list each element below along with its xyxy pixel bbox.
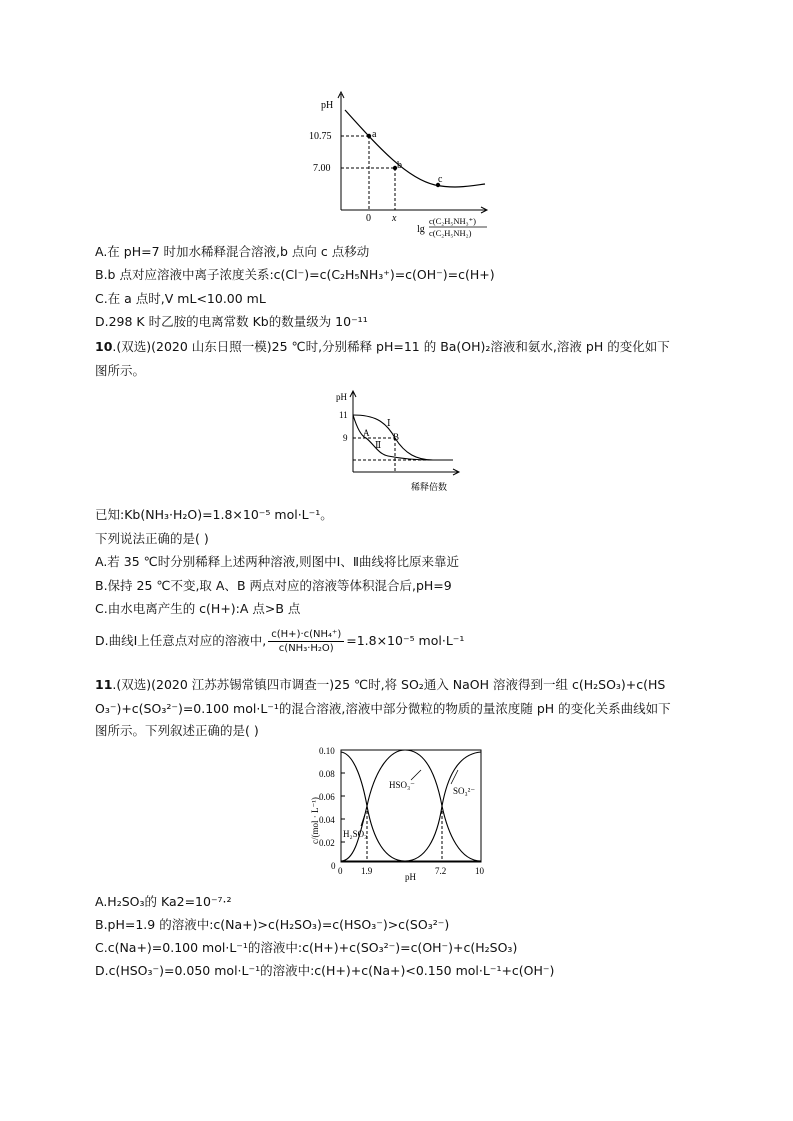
ph-curve [345,110,485,187]
q10-option-b: B.保持 25 ℃不变,取 A、B 两点对应的溶液等体积混合后,pH=9 [95,578,452,593]
label-c: c [438,174,443,185]
label-b: b [397,160,402,171]
figure-ph-vs-lg-ratio [305,88,495,238]
curve-hso3 [341,750,481,861]
x-tick-72: 7.2 [435,866,447,876]
q9-option-b: B.b 点对应溶液中离子浓度关系:c(Cl⁻)=c(C₂H₅NH₃⁺)=c(OH⁻)=c(H+) [95,267,495,282]
figure-dilution-curves [333,388,463,498]
q10-stem-line1: 10.(双选)(2020 山东日照一模)25 ℃时,分别稀释 pH=11 的 Ba(OH)₂溶液和氨水,溶液 pH 的变化如下 [95,339,670,354]
y-tick-0: 0 [331,861,336,871]
label-A: A [363,428,370,438]
q9-option-a: A.在 pH=7 时加水稀释混合溶液,b 点向 c 点移动 [95,244,370,259]
x-axis-label: pH [405,872,416,882]
x-label-denominator: c(C₂H₅NH₂) [429,228,472,238]
x-label-numerator: c(C₂H₅NH₃⁺) [429,216,476,226]
q10-known: 已知:Kb(NH₃·H₂O)=1.8×10⁻⁵ mol·L⁻¹。 [95,507,333,522]
label-h2so3: H₂SO₃ [343,829,368,839]
y-tick-11: 11 [339,410,348,420]
y-tick-9: 9 [343,433,348,443]
y-tick-008: 0.08 [319,769,335,779]
q11-option-d: D.c(HSO₃⁻)=0.050 mol·L⁻¹的溶液中:c(H+)+c(Na+)<0.150 mol·L⁻¹+c(OH⁻) [95,963,555,978]
y-tick-1075: 10.75 [309,131,332,142]
q11-option-c: C.c(Na+)=0.100 mol·L⁻¹的溶液中:c(H+)+c(SO₃²⁻)=c(OH⁻)+c(H₂SO₃) [95,940,518,955]
q10-option-c: C.由水电离产生的 c(H+):A 点>B 点 [95,601,301,616]
x-label-lg: lg [417,224,425,235]
x-tick-0: 0 [338,866,343,876]
x-tick-x: x [392,213,397,224]
q11-stem-line3: 图所示。下列叙述正确的是( ) [95,723,259,738]
q11-number: 11 [95,677,113,692]
label-B: B [393,432,400,442]
q10-option-a: A.若 35 ℃时分别稀释上述两种溶液,则图中Ⅰ、Ⅱ曲线将比原来靠近 [95,554,460,569]
q10-stem-line2: 图所示。 [95,363,146,378]
x-tick-0: 0 [366,213,371,224]
q10-option-d: D.曲线Ⅰ上任意点对应的溶液中, $\frac{\text{c(H+)·c(NH₄⁺)}}{\text{c(NH₃·H₂O)}}$ =1.8×10⁻⁵ mol·L⁻¹ [95,629,465,654]
point-a [367,134,371,138]
curve-so3 [341,752,481,861]
q11-stem-line2: O₃⁻)+c(SO₃²⁻)=0.100 mol·L⁻¹的混合溶液,溶液中部分微粒的物质的量浓度随 pH 的变化关系曲线如下 [95,701,671,716]
label-hso3: HSO₃⁻ [389,780,415,790]
y-tick-010: 0.10 [319,746,335,756]
q11-stem-line1: 11.(双选)(2020 江苏苏锡常镇四市调查一)25 ℃时,将 SO₂通入 NaOH 溶液得到一组 c(H₂SO₃)+c(HS [95,677,666,692]
y-tick-004: 0.04 [319,815,335,825]
y-axis-label: pH [321,100,334,111]
x-tick-19: 1.9 [361,866,373,876]
q10-d-fraction: $\frac{\text{c(H+)·c(NH₄⁺)}}{\text{c(NH₃·H₂O)}}$ [268,628,344,655]
x-axis-label: 稀释倍数 [411,482,448,492]
figure-species-distribution [305,744,495,882]
q11-option-a: A.H₂SO₃的 Ka2=10⁻⁷·² [95,894,232,909]
y-axis-label: c/(mol · L⁻¹) [310,797,320,844]
y-tick-700: 7.00 [313,163,331,174]
label-so3: SO₃²⁻ [453,786,476,796]
q10-number: 10 [95,339,113,354]
curve-h2so3 [341,752,481,861]
label-curve-II: Ⅱ [375,440,382,450]
q9-option-c: C.在 a 点时,V mL<10.00 mL [95,291,266,306]
label-curve-I: Ⅰ [387,418,391,428]
q9-option-d: D.298 K 时乙胺的电离常数 Kb的数量级为 10⁻¹¹ [95,314,368,329]
label-a: a [372,129,377,140]
q10-prompt: 下列说法正确的是( ) [95,531,209,546]
y-tick-002: 0.02 [319,838,335,848]
q11-option-b: B.pH=1.9 的溶液中:c(Na+)>c(H₂SO₃)=c(HSO₃⁻)>c(SO₃²⁻) [95,917,450,932]
y-axis-label: pH [336,392,347,402]
x-tick-10: 10 [475,866,484,876]
y-tick-006: 0.06 [319,792,335,802]
